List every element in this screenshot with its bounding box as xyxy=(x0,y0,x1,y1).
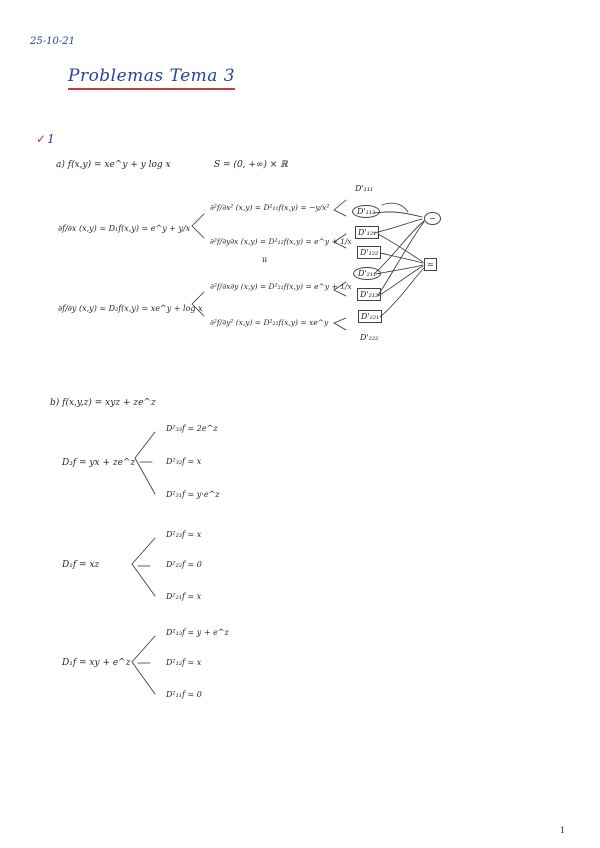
part-a-statement: a) f(x,y) = xe^y + y log x xyxy=(56,160,171,170)
date-label: 25-10-21 xyxy=(30,36,75,47)
group-second-derivative: D²₂₃f = x xyxy=(166,530,202,539)
group-second-derivative: D²₁₂f = x xyxy=(166,658,202,667)
page-title: Problemas Tema 3 xyxy=(68,66,235,90)
group-second-derivative: D²₃₁f = y·e^z xyxy=(166,490,220,499)
check-mark-icon: ✓ xyxy=(36,132,47,146)
branch-bracket xyxy=(334,318,346,330)
branch-bracket xyxy=(192,214,204,238)
branch-lines xyxy=(135,432,155,494)
third-derivative-label: D'₂₂₁ xyxy=(358,310,382,323)
second-derivative-yy: ∂²f/∂y² (x,y) = D²₂₂f(x,y) = xe^y xyxy=(210,318,329,327)
group-first-derivative: D₃f = yx + ze^z xyxy=(62,458,136,468)
branch-lines xyxy=(132,538,155,596)
link-line xyxy=(374,212,422,217)
third-derivative-label: D'₁₁₂ xyxy=(352,205,380,218)
first-derivative-y: ∂f/∂y (x,y) = D₂f(x,y) = xe^y + log x xyxy=(58,304,203,313)
third-derivative-label: D'₁₂₁ xyxy=(355,226,379,239)
group-second-derivative: D²₁₃f = y + e^z xyxy=(166,628,229,637)
link-line xyxy=(382,203,408,212)
link-line xyxy=(374,221,424,274)
branch-bracket xyxy=(192,292,204,316)
second-derivative-xy: ∂²f/∂x∂y (x,y) = D²₂₁f(x,y) = e^y + 1/x xyxy=(210,282,352,291)
group-first-derivative: D₁f = xy + e^z xyxy=(62,658,131,668)
link-line xyxy=(376,265,423,274)
group-second-derivative: D²₃₂f = x xyxy=(166,457,202,466)
link-line xyxy=(380,268,424,317)
part-a-domain: S = (0, +∞) × ℝ xyxy=(214,160,288,170)
first-derivative-x: ∂f/∂x (x,y) = D₁f(x,y) = e^y + y/x xyxy=(58,224,191,233)
branch-bracket xyxy=(334,234,346,248)
group-first-derivative: D₂f = xz xyxy=(62,560,100,570)
branch-lines xyxy=(132,636,155,694)
branch-bracket xyxy=(334,282,346,296)
third-derivative-label: D'₁₂₂ xyxy=(357,246,381,259)
third-derivative-label: D'₁₁₁ xyxy=(355,184,374,193)
branch-bracket xyxy=(334,200,346,216)
third-derivative-label: D'₂₁₂ xyxy=(357,288,381,301)
group-second-derivative: D²₃₃f = 2e^z xyxy=(166,424,218,433)
link-line xyxy=(378,266,423,296)
group-second-derivative: D²₂₂f = 0 xyxy=(166,560,202,569)
second-derivative-yx: ∂²f/∂y∂x (x,y) = D²₁₂f(x,y) = e^y + 1/x xyxy=(210,237,352,246)
page-number: 1 xyxy=(560,826,566,835)
third-derivative-label: D'₂₁₁ xyxy=(353,267,381,280)
link-line xyxy=(374,219,422,233)
group-second-derivative: D²₂₁f = x xyxy=(166,592,202,601)
circled-minus-sign: − xyxy=(424,212,441,225)
third-derivative-label: D'₂₂₂ xyxy=(360,333,379,342)
boxed-equals-sign: = xyxy=(424,258,437,271)
second-derivative-xx: ∂²f/∂x² (x,y) = D²₁₁f(x,y) = −y/x² xyxy=(210,203,330,212)
problem-number-text: 1 xyxy=(47,132,55,146)
group-second-derivative: D²₁₁f = 0 xyxy=(166,690,202,699)
equals-mark: ıı xyxy=(262,255,268,264)
part-b-statement: b) f(x,y,z) = xyz + ze^z xyxy=(50,398,156,408)
